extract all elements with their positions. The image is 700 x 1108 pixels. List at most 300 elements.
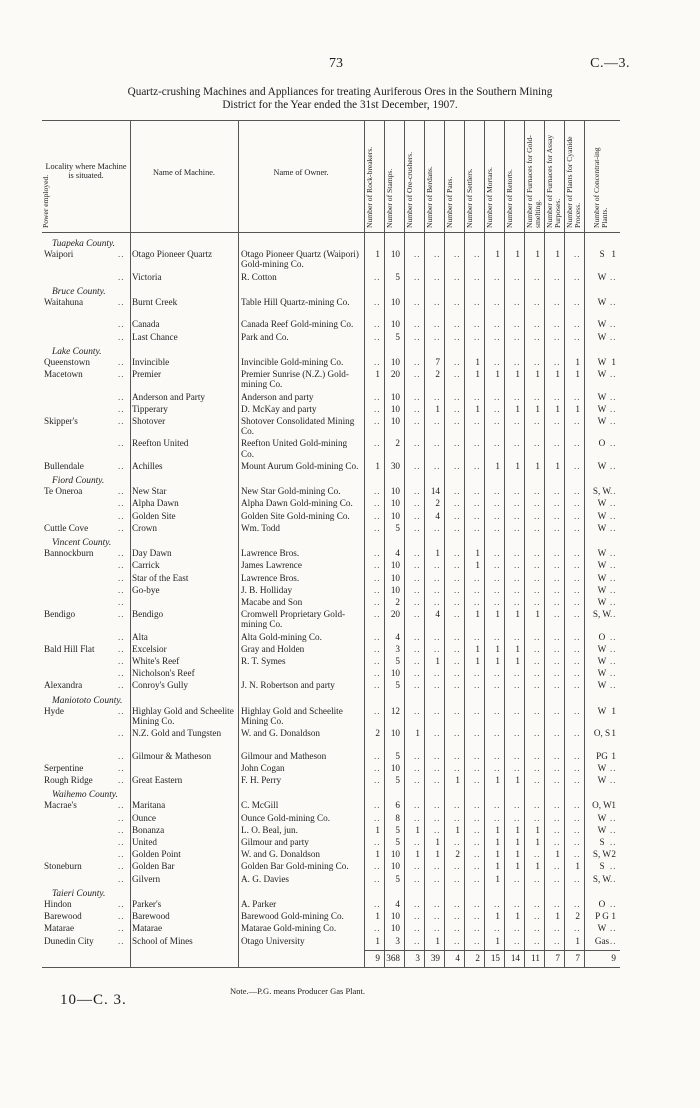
cell-mortars: 1 xyxy=(495,837,500,847)
empty-cell-dots: .. xyxy=(554,357,561,367)
empty-cell-dots: .. xyxy=(374,800,381,811)
column-divider xyxy=(444,120,445,968)
header-owner: Name of Owner. xyxy=(273,168,329,177)
empty-cell-dots: .. xyxy=(454,762,461,773)
empty-cell-dots: .. xyxy=(454,935,461,946)
cell-cyanide-plants: 2 xyxy=(575,911,580,922)
empty-cell-dots: .. xyxy=(514,899,521,909)
empty-cell-dots: .. xyxy=(610,762,617,773)
cell-furnaces-assay: 1 xyxy=(555,911,560,922)
empty-cell-dots: .. xyxy=(494,631,501,642)
header-text: Number of Berdans. xyxy=(425,166,434,228)
empty-cell-dots: .. xyxy=(474,510,481,521)
total-concentrating: 9 xyxy=(611,952,616,963)
row-power: S xyxy=(599,249,605,260)
empty-cell-dots: .. xyxy=(514,812,521,823)
cell-berdans: 1 xyxy=(435,548,440,559)
empty-cell-dots: .. xyxy=(414,837,421,847)
row-machine: N.Z. Gold and Tungsten xyxy=(132,728,222,739)
empty-cell-dots: .. xyxy=(554,837,561,847)
empty-cell-dots: .. xyxy=(574,249,581,260)
empty-cell-dots: .. xyxy=(514,923,521,934)
row-owner: James Lawrence xyxy=(241,560,302,571)
empty-cell-dots: .. xyxy=(554,331,561,342)
empty-cell-dots: .. xyxy=(514,548,521,559)
empty-cell-dots: .. xyxy=(610,572,617,583)
leader-dots: .. xyxy=(118,357,125,367)
empty-cell-dots: .. xyxy=(454,522,461,533)
row-power: P G xyxy=(595,911,609,922)
empty-cell-dots: .. xyxy=(414,584,421,595)
empty-cell-dots: .. xyxy=(434,460,441,471)
row-owner: Barewood Gold-mining Co. xyxy=(241,911,344,922)
row-power: W xyxy=(597,812,607,823)
row-power: W xyxy=(597,923,607,934)
row-owner: Mount Aurum Gold-mining Co. xyxy=(241,460,359,471)
cell-stamps: 20 xyxy=(390,369,400,380)
cell-berdans: 1 xyxy=(435,849,440,860)
empty-cell-dots: .. xyxy=(574,297,581,307)
row-owner: R. T. Symes xyxy=(241,656,286,666)
empty-cell-dots: .. xyxy=(434,911,441,922)
empty-cell-dots: .. xyxy=(574,775,581,785)
row-power: S, W xyxy=(592,873,612,884)
row-power: W xyxy=(597,656,607,666)
empty-cell-dots: .. xyxy=(494,762,501,773)
empty-cell-dots: .. xyxy=(454,249,461,260)
cell-furnaces-gold: 1 xyxy=(535,369,540,380)
empty-cell-dots: .. xyxy=(610,460,617,471)
empty-cell-dots: .. xyxy=(534,560,541,571)
row-machine: United xyxy=(132,837,158,847)
leader-dots: .. xyxy=(118,249,125,260)
leader-dots: .. xyxy=(118,812,125,823)
row-locality: Macetown xyxy=(44,369,83,380)
empty-cell-dots: .. xyxy=(554,572,561,583)
row-machine: Reefton United xyxy=(132,438,189,449)
header-locality: Locality where Machine is situated. xyxy=(45,162,127,180)
cell-mortars: 1 xyxy=(495,935,500,946)
page-reference: C.—3. xyxy=(590,56,630,71)
total-ore-crushers: 3 xyxy=(415,952,420,963)
cell-concentrating: 1 xyxy=(611,750,616,761)
empty-cell-dots: .. xyxy=(414,369,421,380)
empty-cell-dots: .. xyxy=(554,935,561,946)
row-machine: Excelsior xyxy=(132,643,167,654)
cell-stamps: 5 xyxy=(395,837,400,847)
empty-cell-dots: .. xyxy=(610,416,617,426)
empty-cell-dots: .. xyxy=(454,319,461,330)
cell-cyanide-plants: 1 xyxy=(575,935,580,946)
empty-cell-dots: .. xyxy=(494,498,501,509)
row-machine: Golden Bar xyxy=(132,861,175,872)
cell-mortars: 1 xyxy=(495,656,500,666)
row-machine: Bonanza xyxy=(132,824,165,835)
empty-cell-dots: .. xyxy=(454,486,461,497)
header-text: Number of Mortars. xyxy=(485,167,494,228)
leader-dots: .. xyxy=(118,271,125,282)
row-owner: Lawrence Bros. xyxy=(241,548,300,559)
cell-concentrating: 1 xyxy=(611,800,616,811)
cell-cyanide-plants: 1 xyxy=(575,403,580,414)
header-text: Number of Plants for Cyanide Process. xyxy=(565,136,583,228)
empty-cell-dots: .. xyxy=(534,498,541,509)
cell-retorts: 1 xyxy=(515,643,520,654)
row-power: W xyxy=(597,705,607,716)
header-text: Number of Retorts. xyxy=(505,169,514,228)
row-owner: W. and G. Donaldson xyxy=(241,849,321,860)
empty-cell-dots: .. xyxy=(610,597,617,607)
empty-cell-dots: .. xyxy=(454,899,461,909)
cell-pans: 1 xyxy=(455,775,460,785)
empty-cell-dots: .. xyxy=(454,438,461,449)
cell-settlers: 1 xyxy=(475,643,480,654)
empty-cell-dots: .. xyxy=(610,873,617,884)
row-machine: Go-bye xyxy=(132,584,160,595)
empty-cell-dots: .. xyxy=(534,357,541,367)
cell-stamps: 10 xyxy=(390,728,400,739)
cell-furnaces-assay: 1 xyxy=(555,460,560,471)
row-owner: Gray and Holden xyxy=(241,643,305,654)
leader-dots: .. xyxy=(118,438,125,449)
row-owner: Gilmour and Matheson xyxy=(241,750,327,761)
cell-rock-breakers: 1 xyxy=(375,369,380,380)
leader-dots: .. xyxy=(118,899,125,909)
cell-settlers: 1 xyxy=(475,560,480,571)
cell-stamps: 20 xyxy=(390,609,400,620)
empty-cell-dots: .. xyxy=(414,498,421,509)
cell-rock-breakers: 1 xyxy=(375,911,380,922)
empty-cell-dots: .. xyxy=(474,416,481,426)
empty-cell-dots: .. xyxy=(374,416,381,426)
cell-rock-breakers: 1 xyxy=(375,849,380,860)
county-heading: Lake County. xyxy=(52,346,102,357)
column-divider xyxy=(464,120,465,968)
cell-berdans: 14 xyxy=(430,486,440,497)
empty-cell-dots: .. xyxy=(514,572,521,583)
empty-cell-dots: .. xyxy=(454,584,461,595)
empty-cell-dots: .. xyxy=(414,812,421,823)
empty-cell-dots: .. xyxy=(434,705,441,716)
row-machine: Parker's xyxy=(132,899,162,909)
row-locality: Bullendale xyxy=(44,460,84,471)
empty-cell-dots: .. xyxy=(434,416,441,426)
row-power: W xyxy=(597,775,607,785)
empty-cell-dots: .. xyxy=(474,597,481,607)
cell-retorts: 1 xyxy=(515,775,520,785)
empty-cell-dots: .. xyxy=(610,923,617,934)
empty-cell-dots: .. xyxy=(374,668,381,679)
empty-cell-dots: .. xyxy=(414,357,421,367)
row-machine: Burnt Creek xyxy=(132,297,178,307)
row-machine: Carrick xyxy=(132,560,160,571)
row-owner: Canada Reef Gold-mining Co. xyxy=(241,319,354,330)
column-divider xyxy=(544,120,545,968)
row-owner: Wm. Todd xyxy=(241,522,280,533)
empty-cell-dots: .. xyxy=(434,572,441,583)
empty-cell-dots: .. xyxy=(514,935,521,946)
row-locality: Waipori xyxy=(44,249,74,260)
empty-cell-dots: .. xyxy=(474,911,481,922)
county-heading: Fiord County. xyxy=(52,476,105,486)
empty-cell-dots: .. xyxy=(494,416,501,426)
header-text: Number of Ore-crushers. xyxy=(405,151,414,228)
cell-stamps: 5 xyxy=(395,680,400,691)
cell-retorts: 1 xyxy=(515,861,520,872)
leader-dots: .. xyxy=(118,403,125,414)
row-power: W xyxy=(597,319,607,330)
row-locality: Bald Hill Flat xyxy=(44,643,95,654)
cell-mortars: 1 xyxy=(495,849,500,860)
cell-concentrating: 2 xyxy=(611,849,616,860)
empty-cell-dots: .. xyxy=(454,728,461,739)
empty-cell-dots: .. xyxy=(374,899,381,909)
row-owner: L. O. Beal, jun. xyxy=(241,824,298,835)
cell-stamps: 10 xyxy=(390,762,400,773)
leader-dots: .. xyxy=(118,873,125,884)
empty-cell-dots: .. xyxy=(434,668,441,679)
cell-stamps: 10 xyxy=(390,498,400,509)
leader-dots: .. xyxy=(118,728,125,739)
cell-furnaces-gold: 1 xyxy=(535,609,540,620)
empty-cell-dots: .. xyxy=(474,319,481,330)
empty-cell-dots: .. xyxy=(554,656,561,666)
leader-dots: .. xyxy=(118,631,125,642)
empty-cell-dots: .. xyxy=(494,486,501,497)
row-machine: Golden Point xyxy=(132,849,181,860)
empty-cell-dots: .. xyxy=(414,899,421,909)
cell-stamps: 6 xyxy=(395,800,400,811)
empty-cell-dots: .. xyxy=(610,510,617,521)
row-machine: Invincible xyxy=(132,357,170,367)
row-power: W xyxy=(597,391,607,402)
header-concentrating xyxy=(592,147,695,244)
empty-cell-dots: .. xyxy=(414,680,421,691)
empty-cell-dots: .. xyxy=(554,800,561,811)
empty-cell-dots: .. xyxy=(454,416,461,426)
empty-cell-dots: .. xyxy=(374,643,381,654)
empty-cell-dots: .. xyxy=(374,656,381,666)
empty-cell-dots: .. xyxy=(414,800,421,811)
cell-stamps: 2 xyxy=(395,597,400,607)
empty-cell-dots: .. xyxy=(574,510,581,521)
row-machine: Highlay Gold and Scheelite Mining Co. xyxy=(132,705,234,726)
leader-dots: .. xyxy=(118,775,125,785)
row-machine: Achilles xyxy=(132,460,163,471)
empty-cell-dots: .. xyxy=(374,705,381,716)
empty-cell-dots: .. xyxy=(434,750,441,761)
empty-cell-dots: .. xyxy=(514,597,521,607)
cell-rock-breakers: 2 xyxy=(375,728,380,739)
empty-cell-dots: .. xyxy=(514,331,521,342)
row-power: S, W xyxy=(592,849,612,860)
row-owner: D. McKay and party xyxy=(241,403,317,414)
row-machine: Ounce xyxy=(132,812,156,823)
row-locality: Hyde xyxy=(44,705,64,716)
empty-cell-dots: .. xyxy=(610,812,617,823)
empty-cell-dots: .. xyxy=(514,297,521,307)
cell-pans: 2 xyxy=(455,849,460,860)
cell-retorts: 1 xyxy=(515,249,520,260)
leader-dots: .. xyxy=(118,656,125,666)
row-power: S xyxy=(599,837,605,847)
empty-cell-dots: .. xyxy=(414,438,421,449)
empty-cell-dots: .. xyxy=(414,597,421,607)
row-machine: Last Chance xyxy=(132,331,178,342)
empty-cell-dots: .. xyxy=(574,460,581,471)
empty-cell-dots: .. xyxy=(494,297,501,307)
empty-cell-dots: .. xyxy=(534,800,541,811)
cell-stamps: 3 xyxy=(395,935,400,946)
empty-cell-dots: .. xyxy=(474,923,481,934)
empty-cell-dots: .. xyxy=(494,271,501,282)
empty-cell-dots: .. xyxy=(434,249,441,260)
total-retorts: 14 xyxy=(510,952,520,963)
cell-concentrating: 1 xyxy=(611,357,616,367)
empty-cell-dots: .. xyxy=(454,656,461,666)
leader-dots: .. xyxy=(118,522,125,533)
row-owner: Ounce Gold-mining Co. xyxy=(241,812,331,823)
empty-cell-dots: .. xyxy=(474,824,481,835)
cell-berdans: 4 xyxy=(435,609,440,620)
row-machine: Nicholson's Reef xyxy=(132,668,195,679)
total-berdans: 39 xyxy=(430,952,440,963)
row-owner: W. and G. Donaldson xyxy=(241,728,321,739)
empty-cell-dots: .. xyxy=(474,800,481,811)
empty-cell-dots: .. xyxy=(414,643,421,654)
empty-cell-dots: .. xyxy=(610,369,617,380)
empty-cell-dots: .. xyxy=(514,680,521,691)
cell-mortars: 1 xyxy=(495,911,500,922)
empty-cell-dots: .. xyxy=(474,705,481,716)
empty-cell-dots: .. xyxy=(574,597,581,607)
cell-stamps: 10 xyxy=(390,510,400,521)
cell-stamps: 30 xyxy=(390,460,400,471)
row-power: W xyxy=(597,403,607,414)
row-power: O xyxy=(598,899,606,909)
row-owner: Golden Site Gold-mining Co. xyxy=(241,510,350,521)
column-divider xyxy=(364,120,365,968)
leader-dots: .. xyxy=(118,584,125,595)
empty-cell-dots: .. xyxy=(474,680,481,691)
row-power: W xyxy=(597,597,607,607)
empty-cell-dots: .. xyxy=(610,680,617,691)
cell-settlers: 1 xyxy=(475,548,480,559)
row-owner: Otago University xyxy=(241,935,305,946)
empty-cell-dots: .. xyxy=(574,631,581,642)
row-machine: Otago Pioneer Quartz xyxy=(132,249,213,260)
empty-cell-dots: .. xyxy=(554,438,561,449)
row-power: W xyxy=(597,762,607,773)
empty-cell-dots: .. xyxy=(610,775,617,785)
totals-top-rule xyxy=(364,950,620,951)
empty-cell-dots: .. xyxy=(610,403,617,414)
row-machine: Alpha Dawn xyxy=(132,498,179,509)
row-machine: Victoria xyxy=(132,271,162,282)
empty-cell-dots: .. xyxy=(414,668,421,679)
cell-retorts: 1 xyxy=(515,369,520,380)
empty-cell-dots: .. xyxy=(434,597,441,607)
empty-cell-dots: .. xyxy=(534,812,541,823)
cell-stamps: 4 xyxy=(395,899,400,909)
empty-cell-dots: .. xyxy=(574,837,581,847)
row-machine: Star of the East xyxy=(132,572,189,583)
row-locality: Alexandra xyxy=(44,680,83,691)
empty-cell-dots: .. xyxy=(434,560,441,571)
empty-cell-dots: .. xyxy=(554,631,561,642)
cell-retorts: 1 xyxy=(515,911,520,922)
empty-cell-dots: .. xyxy=(514,357,521,367)
cell-concentrating: 1 xyxy=(611,249,616,260)
empty-cell-dots: .. xyxy=(374,584,381,595)
empty-cell-dots: .. xyxy=(574,923,581,934)
empty-cell-dots: .. xyxy=(494,750,501,761)
empty-cell-dots: .. xyxy=(554,391,561,402)
cell-settlers: 1 xyxy=(475,609,480,620)
cell-furnaces-gold: 1 xyxy=(535,824,540,835)
leader-dots: .. xyxy=(118,609,125,620)
cell-furnaces-gold: 1 xyxy=(535,837,540,847)
empty-cell-dots: .. xyxy=(434,824,441,835)
empty-cell-dots: .. xyxy=(574,319,581,330)
row-owner: J. B. Holliday xyxy=(241,584,293,595)
empty-cell-dots: .. xyxy=(554,923,561,934)
empty-cell-dots: .. xyxy=(414,631,421,642)
empty-cell-dots: .. xyxy=(454,923,461,934)
empty-cell-dots: .. xyxy=(494,800,501,811)
row-owner: Premier Sunrise (N.Z.) Gold-mining Co. xyxy=(241,369,349,390)
total-settlers: 2 xyxy=(475,952,480,963)
empty-cell-dots: .. xyxy=(554,609,561,620)
cell-stamps: 12 xyxy=(390,705,400,716)
leader-dots: .. xyxy=(118,911,125,922)
empty-cell-dots: .. xyxy=(474,750,481,761)
empty-cell-dots: .. xyxy=(474,762,481,773)
row-power: W xyxy=(597,416,607,426)
cell-retorts: 1 xyxy=(515,656,520,666)
row-owner: Alpha Dawn Gold-mining Co. xyxy=(241,498,353,509)
empty-cell-dots: .. xyxy=(534,775,541,785)
empty-cell-dots: .. xyxy=(494,728,501,739)
row-power: W xyxy=(597,357,607,367)
empty-cell-dots: .. xyxy=(534,510,541,521)
row-machine: Gilvern xyxy=(132,873,161,884)
leader-dots: .. xyxy=(118,498,125,509)
table-title xyxy=(40,86,640,112)
leader-dots: .. xyxy=(118,319,125,330)
row-power: O, S xyxy=(593,728,611,739)
column-divider xyxy=(238,120,239,968)
cell-cyanide-plants: 1 xyxy=(575,357,580,367)
empty-cell-dots: .. xyxy=(610,319,617,330)
empty-cell-dots: .. xyxy=(534,911,541,922)
row-power: S, W xyxy=(592,609,612,620)
empty-cell-dots: .. xyxy=(534,522,541,533)
empty-cell-dots: .. xyxy=(494,680,501,691)
empty-cell-dots: .. xyxy=(574,560,581,571)
empty-cell-dots: .. xyxy=(554,416,561,426)
empty-cell-dots: .. xyxy=(574,391,581,402)
empty-cell-dots: .. xyxy=(374,498,381,509)
row-locality: Skipper's xyxy=(44,416,78,426)
county-heading: Waihemo County. xyxy=(52,790,118,801)
empty-cell-dots: .. xyxy=(554,705,561,716)
empty-cell-dots: .. xyxy=(494,668,501,679)
row-owner: Matarae Gold-mining Co. xyxy=(241,923,337,934)
empty-cell-dots: .. xyxy=(554,899,561,909)
leader-dots: .. xyxy=(118,510,125,521)
row-power: W xyxy=(597,643,607,654)
